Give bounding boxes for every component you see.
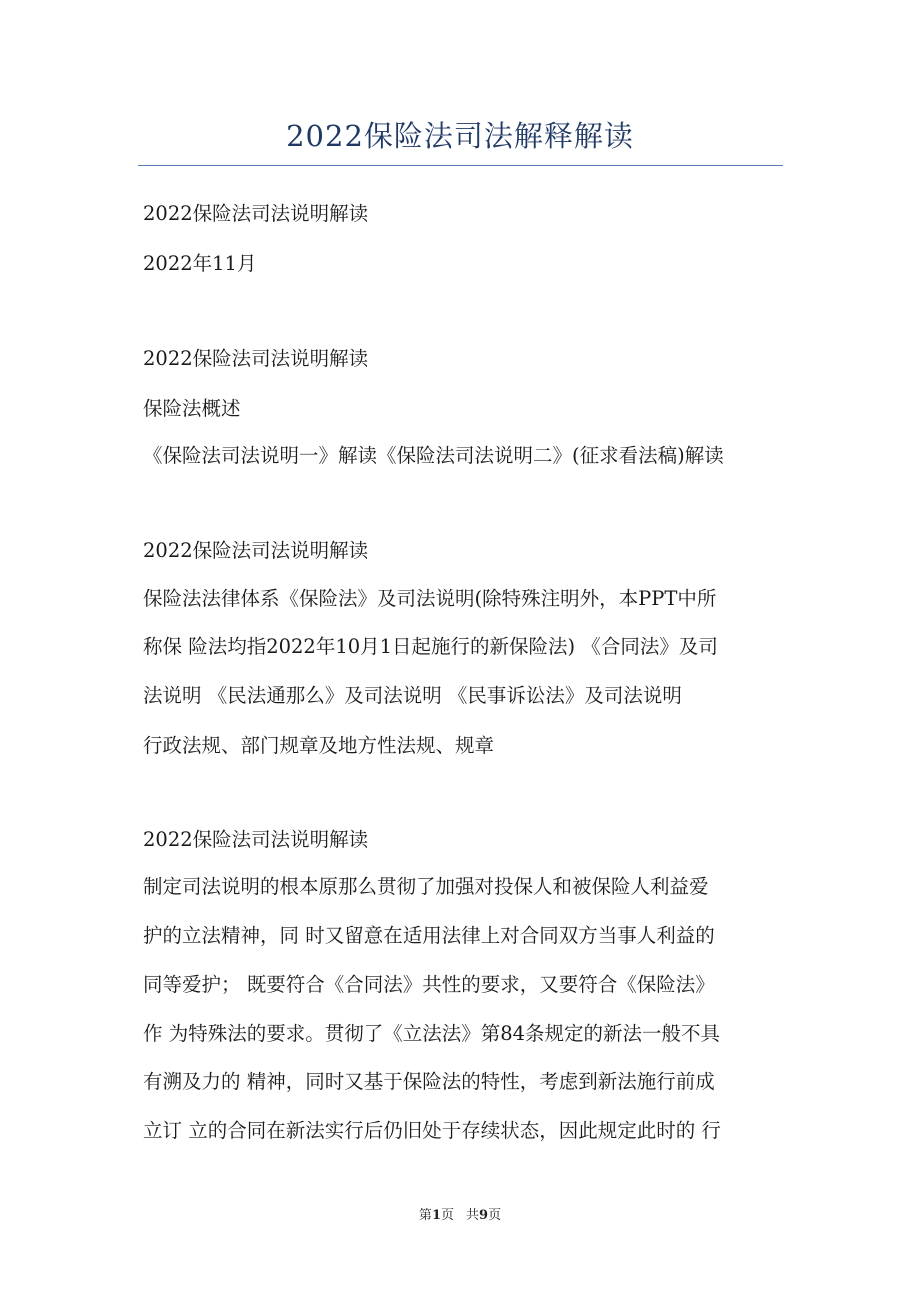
body-line: 2022年11月: [143, 252, 257, 275]
body-line: 称保 险法均指2022年10月1日起施行的新保险法) 《合同法》及司: [143, 635, 718, 658]
body-line: 《保险法司法说明一》解读《保险法司法说明二》(征求看法稿)解读: [143, 444, 724, 467]
page-total: 9: [479, 1208, 489, 1223]
body-line: 有溯及力的 精神，同时又基于保险法的特性，考虑到新法施行前成: [143, 1070, 715, 1093]
page-footer: [0, 1206, 920, 1226]
body-line: 护的立法精神，同 时又留意在适用法律上对合同双方当事人利益的: [143, 924, 715, 947]
page-suffix: 页: [440, 1208, 454, 1223]
body-line: 制定司法说明的根本原那么贯彻了加强对投保人和被保险人利益爱: [143, 875, 709, 898]
body-line: 2022保险法司法说明解读: [143, 347, 369, 370]
total-suffix: 页: [488, 1208, 502, 1223]
total-prefix: 共: [466, 1208, 480, 1223]
body-line: 法说明 《民法通那么》及司法说明 《民事诉讼法》及司法说明: [143, 684, 682, 707]
body-line: 2022保险法司法说明解读: [143, 539, 369, 562]
body-line: 同等爱护； 既要符合《合同法》共性的要求，又要符合《保险法》: [143, 973, 715, 996]
body-line: 保险法法律体系《保险法》及司法说明(除特殊注明外，本PPT中所: [143, 587, 717, 610]
body-line: 作 为特殊法的要求。贯彻了《立法法》第84条规定的新法一般不具: [143, 1022, 721, 1045]
page-current: 1: [431, 1208, 441, 1223]
body-line: 立订 立的合同在新法实行后仍旧处于存续状态，因此规定此时的 行: [143, 1119, 721, 1142]
body-line: 保险法概述: [143, 397, 241, 420]
body-line: 行政法规、部门规章及地方性法规、规章: [143, 734, 495, 757]
body-line: 2022保险法司法说明解读: [143, 828, 369, 851]
page-prefix: 第: [418, 1208, 432, 1223]
title-divider: [138, 165, 783, 166]
body-line: 2022保险法司法说明解读: [143, 202, 369, 225]
document-title: 2022保险法司法解释解读: [286, 119, 634, 153]
